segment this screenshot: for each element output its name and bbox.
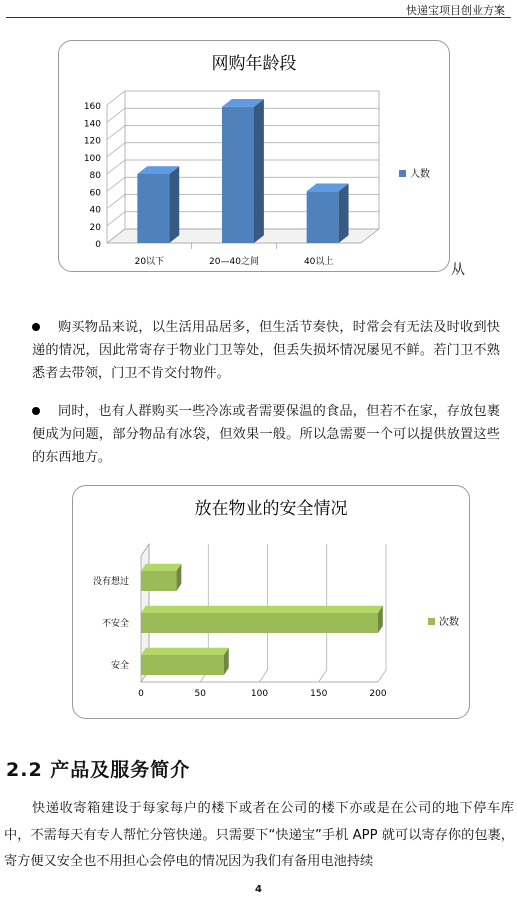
trailing-text: 从 (451, 262, 465, 278)
safety-bar-chart-svg (73, 486, 469, 718)
x-tick-label: 50 (194, 689, 206, 699)
bar-front (307, 191, 339, 243)
x-tick-label: 20—40之间 (209, 257, 259, 267)
bar-front (141, 613, 378, 633)
safety-chart (72, 485, 470, 719)
y-tick-label: 40 (89, 205, 101, 216)
x-tick-label: 0 (138, 689, 144, 699)
y-tick-label: 140 (83, 119, 101, 130)
bar-front (222, 107, 254, 243)
bar-front (141, 571, 177, 591)
x-tick-label: 150 (310, 689, 328, 699)
bar-top (141, 648, 229, 655)
bar-side (169, 166, 179, 243)
bullet-icon (32, 323, 40, 331)
y-tick-label: 160 (83, 102, 101, 112)
chart-title: 网购年龄段 (211, 54, 297, 74)
y-tick-label: 没有想过 (92, 577, 129, 587)
bar-front (137, 174, 169, 243)
y-tick-label: 120 (83, 136, 101, 147)
legend-swatch (399, 170, 406, 177)
header-rule (6, 17, 511, 18)
y-tick-label: 不安全 (101, 619, 129, 629)
y-tick-label: 100 (83, 153, 101, 164)
bar-side (339, 184, 349, 243)
bar-front (141, 655, 224, 675)
y-tick-label: 安全 (110, 661, 129, 671)
bullet-icon (32, 407, 40, 415)
bullet-text: 同时，也有人群购买一些冷冻或者需要保温的食品，但若不在家，存放包裹便成为问题，部分物品有冰袋，但效果一般。所以急需要一个可以提供放置这些的东西地方。 (32, 404, 500, 465)
age-chart (58, 40, 450, 272)
bar-top (141, 606, 383, 613)
x-tick-label: 20以下 (134, 257, 165, 267)
legend-label: 人数 (410, 169, 430, 180)
page-number: 4 (255, 884, 262, 895)
bar-top (141, 564, 181, 571)
y-tick-label: 80 (89, 171, 101, 181)
bullet-item-1 (32, 316, 500, 385)
bullet-item-2 (32, 400, 500, 469)
y-tick-label: 60 (89, 188, 101, 199)
bar-side (254, 99, 264, 243)
bullet-text: 购买物品来说，以生活用品居多，但生活节奏快，时常会有无法及时收到快递的情况，因此常寄存于物业门卫等处，但丢失损坏情况屡见不鲜。若门卫不熟悉者去带领，门卫不肯交付物件。 (32, 320, 500, 381)
x-tick-label: 200 (369, 689, 387, 699)
x-tick-label: 40以上 (303, 257, 334, 267)
legend-label: 次数 (439, 617, 459, 628)
x-tick-label: 100 (250, 689, 269, 699)
legend-swatch (428, 618, 435, 625)
body-paragraph: 快递收寄箱建设于每家每户的楼下或者在公司的楼下亦或是在公司的地下停车库中，不需每天有专人帮忙分管快递。只需要下“快递宝”手机 APP 就可以寄存你的包裹，寄方便又安全也不用担心会停电的情况因为我们有备用电池持续 (4, 801, 514, 869)
y-tick-label: 20 (89, 222, 101, 233)
chart-title: 放在物业的安全情况 (194, 499, 348, 519)
document-header-title: 快递宝项目创业方案 (406, 4, 505, 17)
y-tick-label: 0 (95, 240, 101, 250)
section-heading: 2.2 产品及服务简介 (6, 759, 191, 781)
age-bar-chart-svg (59, 41, 449, 271)
